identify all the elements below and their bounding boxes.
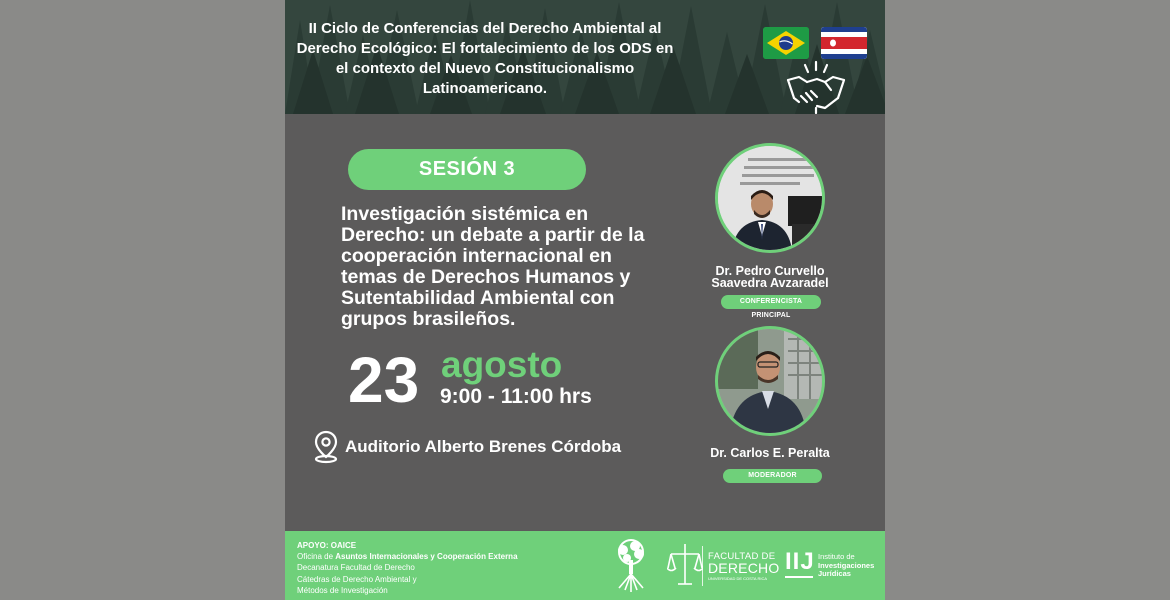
- law-logo-line1: FACULTAD DE: [708, 551, 776, 562]
- brazil-flag-icon: [763, 27, 809, 59]
- moderator-photo-avatar: [715, 326, 825, 436]
- scales-of-justice-icon: [667, 542, 703, 588]
- law-logo-line3: UNIVERSIDAD DE COSTA RICA: [708, 576, 768, 581]
- iij-logo: [785, 549, 881, 585]
- session-badge: SESIÓN 3: [348, 149, 586, 190]
- support-credits: [297, 540, 518, 596]
- conference-title: II Ciclo de Conferencias del Derecho Ambiental al Derecho Ecológico: El fortalecimiento de los ODS en el contexto del Nuevo Constitucionalismo Latinoamericano.: [296, 20, 674, 97]
- law-faculty-logo: [667, 542, 780, 588]
- event-venue: Auditorio Alberto Brenes Córdoba: [345, 437, 622, 456]
- moderator-role-badge: MODERADOR: [723, 469, 822, 483]
- location-pin-icon: [313, 430, 339, 464]
- iij-logo-mark: IIJ: [785, 548, 815, 575]
- iij-logo-underline: [785, 576, 813, 578]
- support-chairs-1: Cátedras de Derecho Ambiental y: [297, 574, 417, 584]
- support-label: APOYO: OAICE: [297, 541, 357, 550]
- event-month: agosto: [441, 344, 563, 385]
- iij-logo-text: [818, 553, 874, 579]
- poster-footer: [285, 531, 885, 600]
- law-logo-line2: DERECHO: [708, 560, 780, 576]
- support-office-name: Asuntos Internacionales y Cooperación Externa: [335, 552, 518, 562]
- support-office: [297, 551, 518, 562]
- poster-header: [285, 0, 885, 114]
- tree-logo-icon: [609, 538, 653, 596]
- costa-rica-flag-icon: [821, 27, 867, 59]
- iij-logo-line3: Jurídicas: [818, 569, 851, 578]
- support-chairs-2: Métodos de Investigación: [297, 585, 388, 595]
- event-poster: [285, 0, 885, 600]
- speaker-name-main: Dr. Pedro Curvello Saavedra Avzaradel: [711, 264, 829, 290]
- iij-logo-line2: Investigaciones: [818, 560, 875, 570]
- speaker-role-badge: CONFERENCISTA PRINCIPAL: [721, 295, 821, 309]
- moderator-name: Dr. Carlos E. Peralta: [710, 446, 830, 460]
- speaker-photo-avatar: [715, 143, 825, 253]
- talk-title: Investigación sistémica en Derecho: un debate a partir de la cooperación internacional en temas de Derechos Humanos y Sutentabilidad Ambiental con grupos brasileños.: [341, 203, 645, 330]
- event-time: 9:00 - 11:00 hrs: [440, 385, 592, 408]
- handshake-icon: [785, 60, 847, 114]
- support-office-prefix: Oficina de: [297, 552, 336, 562]
- iij-logo-line1: Instituto de: [818, 552, 855, 561]
- support-dean: Decanatura Facultad de Derecho: [297, 563, 415, 573]
- event-day: 23: [348, 344, 420, 416]
